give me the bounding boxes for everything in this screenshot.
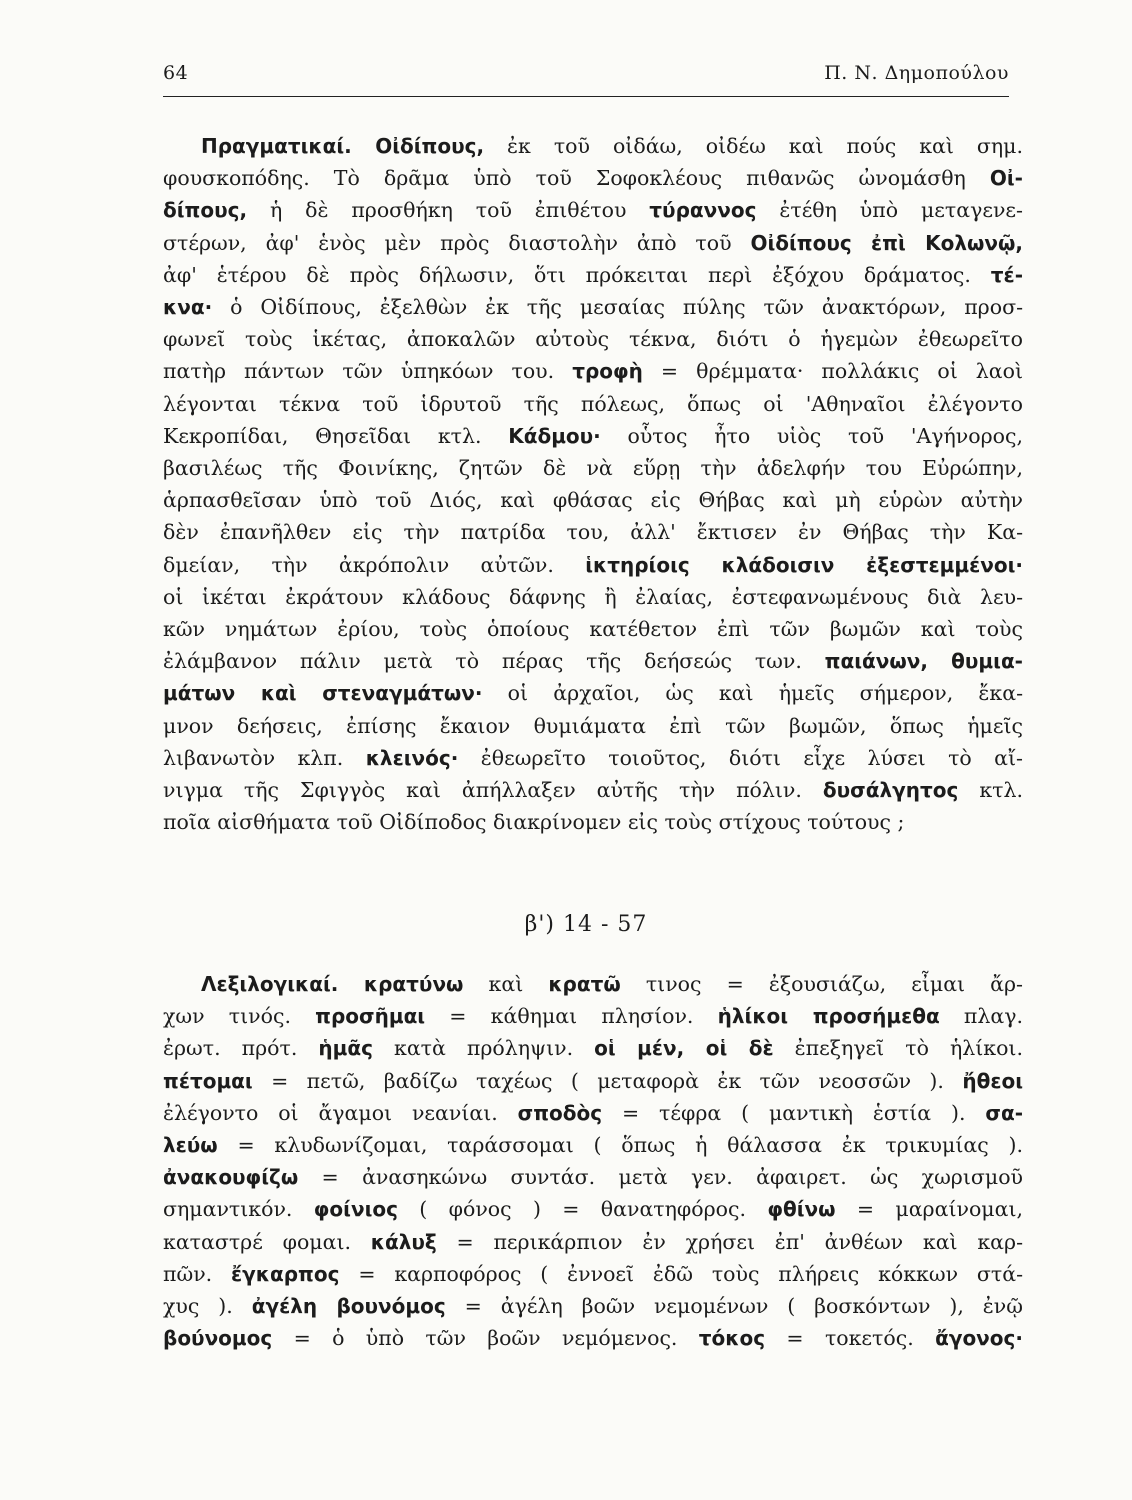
text-run: χων τινός. bbox=[163, 1004, 316, 1029]
text-run: = κάθημαι πλησίον. bbox=[425, 1004, 718, 1029]
text-run: πλαγ. bbox=[939, 1004, 1023, 1029]
text-line bbox=[163, 613, 1023, 645]
bold-term: τροφὴ bbox=[572, 359, 643, 384]
text-line bbox=[163, 291, 1023, 323]
text-run: = ἀνασηκώνω συντάσ. μετὰ γεν. ἀφαιρετ. ὡς χωρισμοῦ bbox=[298, 1165, 1023, 1190]
bold-term: βούνομος bbox=[163, 1326, 273, 1351]
text-line bbox=[163, 1226, 1023, 1258]
text-line bbox=[163, 1290, 1023, 1322]
bold-term: ἄγονος· bbox=[935, 1326, 1023, 1351]
text-run: σημαντικόν. bbox=[163, 1197, 314, 1222]
text-line bbox=[163, 645, 1023, 677]
text-run: ἐτέθη ὑπὸ μεταγενε- bbox=[756, 198, 1023, 223]
text-run: φουσκοπόδης. Τὸ δρᾶμα ὑπὸ τοῦ Σοφοκλέους πιθανῶς ὠνομάσθη bbox=[163, 166, 990, 191]
text-line bbox=[163, 677, 1023, 709]
bold-term: ἱκτηρίοις κλάδοισιν ἐξεστεμμένοι· bbox=[585, 552, 1023, 577]
text-line bbox=[163, 1193, 1023, 1225]
text-line bbox=[163, 388, 1023, 420]
text-run: ἐθεωρεῖτο τοιοῦτος, διότι εἶχε λύσει τὸ αἴ- bbox=[458, 745, 1023, 770]
text-run: = περικάρπιον ἐν χρήσει ἐπ' ἀνθέων καὶ καρ- bbox=[436, 1229, 1023, 1254]
text-run: = τοκετός. bbox=[765, 1326, 936, 1351]
bold-term: τέ- bbox=[990, 262, 1023, 287]
text-line bbox=[163, 162, 1023, 194]
text-run: Κεκροπίδαι, Θησεῖδαι κτλ. bbox=[163, 423, 509, 448]
text-run: ἡ δὲ προσθήκη τοῦ ἐπιθέτου bbox=[247, 198, 650, 223]
section-a-text bbox=[163, 130, 1023, 838]
text-run: χυς ). bbox=[163, 1294, 252, 1319]
text-line bbox=[163, 420, 1023, 452]
text-line bbox=[163, 1065, 1023, 1097]
text-run: ἐλέγοντο οἱ ἄγαμοι νεανίαι. bbox=[163, 1100, 518, 1125]
text-run: = ἀγέλη βοῶν νεμομένων ( βοσκόντων ), ἐνῷ bbox=[445, 1294, 1023, 1319]
text-line bbox=[163, 259, 1023, 291]
text-line bbox=[163, 710, 1023, 742]
text-run: οἱ ἀρχαῖοι, ὡς καὶ ἡμεῖς σήμερον, ἔκα- bbox=[482, 681, 1023, 706]
text-run: νιγμα τῆς Σφιγγὸς καὶ ἀπήλλαξεν αὐτῆς τὴν πόλιν. bbox=[163, 778, 823, 803]
text-run: οὗτος ἦτο υἱὸς τοῦ 'Αγήνορος, bbox=[600, 423, 1023, 448]
text-line bbox=[163, 1032, 1023, 1064]
bold-term: ἤθεοι bbox=[962, 1068, 1023, 1093]
text-run: καταστρέ φομαι. bbox=[163, 1229, 371, 1254]
text-run: ὁ Οἰδίπους, ἐξελθὼν ἐκ τῆς μεσαίας πύλης τῶν ἀνακτόρων, προσ- bbox=[212, 295, 1023, 320]
text-line bbox=[163, 968, 1023, 1000]
text-run: = τέφρα ( μαντικὴ ἑστία ). bbox=[602, 1100, 986, 1125]
text-run: ποῖα αἰσθήματα τοῦ Οἰδίποδος διακρίνομεν εἰς τοὺς στίχους τούτους ; bbox=[163, 810, 905, 835]
text-run: καὶ bbox=[463, 972, 549, 996]
page bbox=[163, 0, 1025, 1500]
text-line bbox=[163, 1097, 1023, 1129]
text-line bbox=[163, 194, 1023, 226]
text-run: ἁρπασθεῖσαν ὑπὸ τοῦ Διός, καὶ φθάσας εἰς Θήβας καὶ μὴ εὑρὼν αὐτὴν bbox=[163, 488, 1023, 513]
text-run: ἀφ' ἑτέρου δὲ πρὸς δήλωσιν, ὅτι πρόκειται περὶ ἐξόχου δράματος. bbox=[163, 262, 991, 287]
bold-term: σποδὸς bbox=[517, 1100, 603, 1125]
bold-term: κλεινός· bbox=[365, 745, 459, 770]
bold-term: δίπους, bbox=[163, 198, 248, 223]
bold-term: μάτων καὶ στεναγμάτων· bbox=[163, 681, 483, 706]
text-line bbox=[163, 323, 1023, 355]
text-line bbox=[163, 452, 1023, 484]
text-run: δμείαν, τὴν ἀκρόπολιν αὐτῶν. bbox=[163, 552, 586, 577]
bold-term: τόκος bbox=[698, 1326, 766, 1351]
text-line bbox=[163, 227, 1023, 259]
text-run: ( φόνος ) = θανατηφόρος. bbox=[397, 1197, 768, 1222]
section-b-text bbox=[163, 968, 1023, 1354]
bold-term: παιάνων, θυμια- bbox=[824, 649, 1023, 674]
bold-term: Οἰ- bbox=[989, 166, 1023, 191]
bold-term: ἀγέλη βουνόμος bbox=[251, 1294, 446, 1319]
text-line bbox=[163, 581, 1023, 613]
bold-term: Πραγματικαί. Οἰδίπους, bbox=[201, 134, 485, 158]
text-run: λέγονται τέκνα τοῦ ἱδρυτοῦ τῆς πόλεως, ὅπως οἱ 'Αθηναῖοι ἐλέγοντο bbox=[163, 391, 1023, 416]
text-line bbox=[163, 1161, 1023, 1193]
text-run: = ὁ ὑπὸ τῶν βοῶν νεμόμενος. bbox=[272, 1326, 699, 1351]
text-run: δὲν ἐπανῆλθεν εἰς τὴν πατρίδα του, ἀλλ' ἔκτισεν ἐν Θήβας τὴν Κα- bbox=[163, 520, 1023, 545]
text-line bbox=[163, 484, 1023, 516]
text-run: κτλ. bbox=[958, 778, 1023, 803]
text-run: μνον δεήσεις, ἐπίσης ἔκαιον θυμιάματα ἐπὶ τῶν βωμῶν, ὅπως ἡμεῖς bbox=[163, 713, 1023, 738]
text-run: ἐπεξηγεῖ τὸ ἡλίκοι. bbox=[773, 1036, 1023, 1061]
bold-term: κάλυξ bbox=[370, 1229, 437, 1254]
bold-term: κρατῶ bbox=[548, 972, 621, 996]
bold-term: φθίνω bbox=[767, 1197, 836, 1222]
text-line bbox=[163, 516, 1023, 548]
text-line bbox=[163, 774, 1023, 806]
text-run: κῶν νημάτων ἐρίου, τοὺς ὁποίους κατέθετον ἐπὶ τῶν βωμῶν καὶ τοὺς bbox=[163, 617, 1023, 642]
bold-term: πέτομαι bbox=[163, 1068, 253, 1093]
bold-term: λεύω bbox=[163, 1133, 218, 1158]
bold-term: φοίνιος bbox=[313, 1197, 398, 1222]
bold-term: σα- bbox=[985, 1100, 1023, 1125]
text-line bbox=[163, 806, 1023, 838]
bold-term: ἡμᾶς bbox=[318, 1036, 373, 1061]
header-rule bbox=[163, 96, 1009, 97]
text-run: ἐλάμβανον πάλιν μετὰ τὸ πέρας τῆς δεήσεώς των. bbox=[163, 649, 825, 674]
bold-term: κνα· bbox=[163, 295, 213, 320]
text-run: οἱ ἱκέται ἐκράτουν κλάδους δάφνης ἢ ἐλαίας, ἐστεφανωμένους διὰ λευ- bbox=[163, 584, 1023, 609]
text-run: φωνεῖ τοὺς ἱκέτας, ἀποκαλῶν αὐτοὺς τέκνα, διότι ὁ ἡγεμὼν ἐθεωρεῖτο bbox=[163, 327, 1023, 352]
text-run: τινος = ἐξουσιάζω, εἶμαι ἄρ- bbox=[620, 972, 1023, 996]
text-run: στέρων, ἀφ' ἑνὸς μὲν πρὸς διαστολὴν ἀπὸ τοῦ bbox=[163, 230, 751, 255]
text-line bbox=[163, 130, 1023, 162]
bold-term: Λεξιλογικαί. κρατύνω bbox=[201, 972, 464, 996]
text-run: πατὴρ πάντων τῶν ὑπηκόων του. bbox=[163, 359, 573, 384]
text-run: = θρέμματα· πολλάκις οἱ λαοὶ bbox=[642, 359, 1023, 384]
bold-term: Οἰδίπους ἐπὶ Κολωνῷ, bbox=[750, 230, 1023, 255]
bold-term: τύραννος bbox=[649, 198, 757, 223]
text-run: = πετῶ, βαδίζω ταχέως ( μεταφορὰ ἐκ τῶν νεοσσῶν ). bbox=[252, 1068, 963, 1093]
text-line bbox=[163, 1129, 1023, 1161]
text-line bbox=[163, 1258, 1023, 1290]
bold-term: δυσάλγητος bbox=[822, 778, 959, 803]
text-line bbox=[163, 1322, 1023, 1354]
text-run: κατὰ πρόληψιν. bbox=[372, 1036, 595, 1061]
text-run: = καρποφόρος ( ἐννοεῖ ἐδῶ τοὺς πλήρεις κόκκων στά- bbox=[339, 1261, 1024, 1286]
bold-term: Κάδμου· bbox=[508, 423, 601, 448]
bold-term: ἔγκαρπος bbox=[231, 1261, 340, 1286]
bold-term: προσῆμαι bbox=[315, 1004, 426, 1029]
text-run: πῶν. bbox=[163, 1261, 232, 1286]
text-run: ἐκ τοῦ οἰδάω, οἰδέω καὶ πούς καὶ σημ. bbox=[484, 134, 1023, 158]
text-line bbox=[163, 1000, 1023, 1032]
section-heading: β') 14 - 57 bbox=[524, 912, 648, 937]
text-run: βασιλέως τῆς Φοινίκης, ζητῶν δὲ νὰ εὕρῃ τὴν ἀδελφήν του Εὐρώπην, bbox=[163, 456, 1023, 481]
text-line bbox=[163, 355, 1023, 387]
author-name: Π. Ν. Δημοπούλου bbox=[824, 62, 1009, 84]
text-run: λιβανωτὸν κλπ. bbox=[163, 745, 366, 770]
bold-term: οἱ μέν, οἱ δὲ bbox=[594, 1036, 774, 1061]
bold-term: ἀνακουφίζω bbox=[163, 1165, 299, 1190]
text-run: = μαραίνομαι, bbox=[835, 1197, 1024, 1222]
text-run: ἐρωτ. πρότ. bbox=[163, 1036, 319, 1061]
text-line bbox=[163, 549, 1023, 581]
bold-term: ἡλίκοι προσήμεθα bbox=[717, 1004, 940, 1029]
text-run: = κλυδωνίζομαι, ταράσσομαι ( ὅπως ἡ θάλασσα ἐκ τρικυμίας ). bbox=[217, 1133, 1023, 1158]
text-line bbox=[163, 742, 1023, 774]
page-number: 64 bbox=[163, 62, 189, 84]
